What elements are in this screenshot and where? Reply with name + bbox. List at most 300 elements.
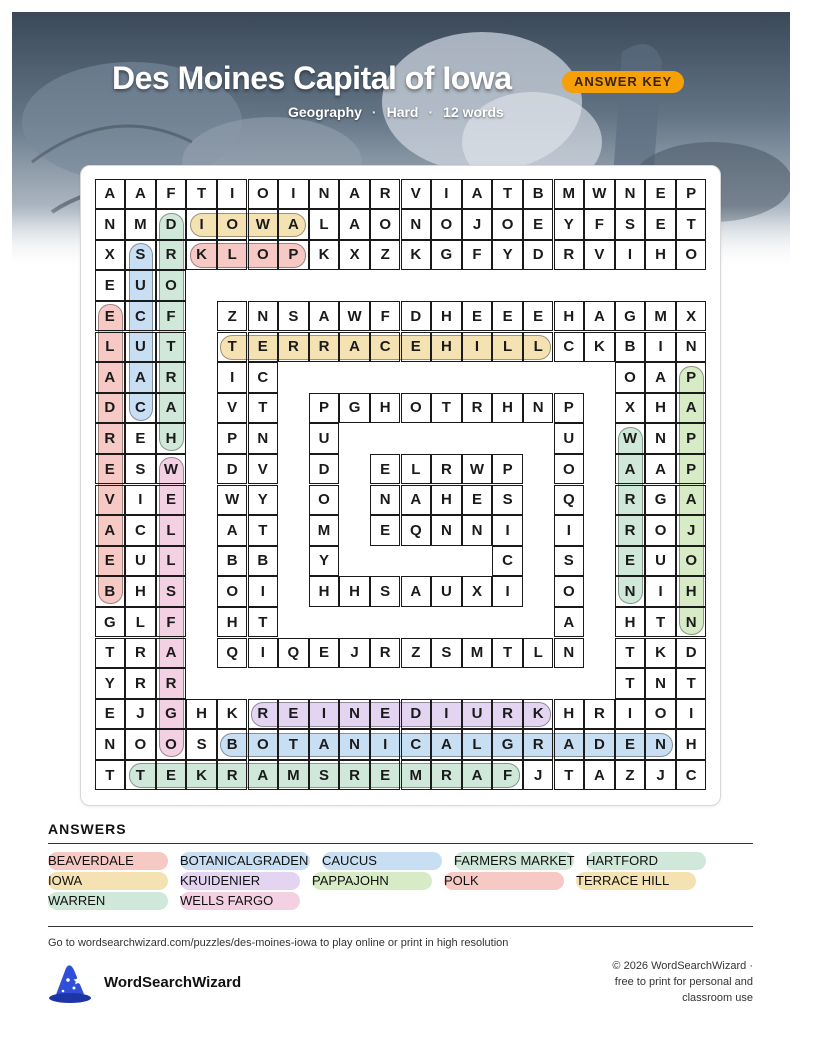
grid-cell[interactable]: X (462, 576, 493, 607)
grid-cell[interactable]: S (370, 576, 401, 607)
grid-cell[interactable]: I (125, 485, 156, 516)
grid-cell[interactable]: I (615, 699, 646, 730)
grid-cell[interactable]: A (125, 179, 156, 210)
grid-cell[interactable]: G (492, 729, 523, 760)
grid-cell[interactable]: G (339, 393, 370, 424)
grid-cell[interactable]: A (95, 362, 126, 393)
grid-cell[interactable]: W (156, 454, 187, 485)
grid-cell[interactable]: E (615, 729, 646, 760)
grid-cell[interactable]: R (156, 240, 187, 271)
grid-cell[interactable]: O (248, 729, 279, 760)
grid-cell[interactable]: Z (401, 638, 432, 669)
grid-cell[interactable]: T (156, 332, 187, 363)
grid-cell[interactable]: J (523, 760, 554, 791)
grid-cell[interactable]: H (217, 607, 248, 638)
grid-cell[interactable]: O (125, 729, 156, 760)
grid-cell[interactable]: J (462, 209, 493, 240)
grid-cell[interactable]: S (431, 638, 462, 669)
grid-cell[interactable]: U (125, 332, 156, 363)
grid-cell[interactable]: I (370, 729, 401, 760)
grid-cell[interactable]: R (584, 699, 615, 730)
grid-cell[interactable]: K (523, 699, 554, 730)
grid-cell[interactable]: N (95, 209, 126, 240)
grid-cell[interactable]: E (492, 301, 523, 332)
grid-cell[interactable]: B (217, 546, 248, 577)
grid-cell[interactable]: T (492, 638, 523, 669)
grid-cell[interactable]: O (492, 209, 523, 240)
grid-cell[interactable]: R (339, 760, 370, 791)
grid-cell[interactable]: B (95, 576, 126, 607)
grid-cell[interactable]: N (615, 576, 646, 607)
grid-cell[interactable]: E (156, 485, 187, 516)
grid-cell[interactable]: Q (401, 515, 432, 546)
grid-cell[interactable]: S (615, 209, 646, 240)
grid-cell[interactable]: T (278, 729, 309, 760)
grid-cell[interactable]: D (309, 454, 340, 485)
grid-cell[interactable]: E (248, 332, 279, 363)
grid-cell[interactable]: H (554, 301, 585, 332)
grid-cell[interactable]: U (431, 576, 462, 607)
grid-cell[interactable]: Y (554, 209, 585, 240)
grid-cell[interactable]: R (370, 179, 401, 210)
grid-cell[interactable]: N (523, 393, 554, 424)
grid-cell[interactable]: W (615, 423, 646, 454)
grid-cell[interactable]: G (645, 485, 676, 516)
grid-cell[interactable]: O (248, 179, 279, 210)
grid-cell[interactable]: O (370, 209, 401, 240)
grid-cell[interactable]: A (95, 515, 126, 546)
grid-cell[interactable]: N (676, 332, 707, 363)
grid-cell[interactable]: M (554, 179, 585, 210)
grid-cell[interactable]: D (156, 209, 187, 240)
grid-cell[interactable]: F (156, 179, 187, 210)
grid-cell[interactable]: E (523, 209, 554, 240)
grid-cell[interactable]: L (217, 240, 248, 271)
grid-cell[interactable]: N (645, 729, 676, 760)
grid-cell[interactable]: V (95, 485, 126, 516)
grid-cell[interactable]: A (615, 454, 646, 485)
grid-cell[interactable]: A (339, 209, 370, 240)
grid-cell[interactable]: V (584, 240, 615, 271)
grid-cell[interactable]: N (645, 668, 676, 699)
grid-cell[interactable]: P (676, 179, 707, 210)
grid-cell[interactable]: G (95, 607, 126, 638)
grid-cell[interactable]: I (309, 699, 340, 730)
grid-cell[interactable]: E (370, 515, 401, 546)
grid-cell[interactable]: K (584, 332, 615, 363)
grid-cell[interactable]: G (156, 699, 187, 730)
grid-cell[interactable]: N (676, 607, 707, 638)
grid-cell[interactable]: I (431, 699, 462, 730)
grid-cell[interactable]: A (401, 576, 432, 607)
grid-cell[interactable]: X (615, 393, 646, 424)
grid-cell[interactable]: T (95, 760, 126, 791)
grid-cell[interactable]: C (676, 760, 707, 791)
grid-cell[interactable]: H (554, 699, 585, 730)
grid-cell[interactable]: O (676, 546, 707, 577)
grid-cell[interactable]: T (248, 393, 279, 424)
grid-cell[interactable]: K (186, 760, 217, 791)
grid-cell[interactable]: L (309, 209, 340, 240)
grid-cell[interactable]: V (401, 179, 432, 210)
grid-cell[interactable]: F (156, 301, 187, 332)
grid-cell[interactable]: J (645, 760, 676, 791)
grid-cell[interactable]: H (431, 485, 462, 516)
grid-cell[interactable]: R (523, 729, 554, 760)
grid-cell[interactable]: Y (309, 546, 340, 577)
grid-cell[interactable]: O (248, 240, 279, 271)
grid-cell[interactable]: E (462, 485, 493, 516)
grid-cell[interactable]: R (554, 240, 585, 271)
grid-cell[interactable]: K (645, 638, 676, 669)
grid-cell[interactable]: O (554, 454, 585, 485)
grid-cell[interactable]: T (431, 393, 462, 424)
grid-cell[interactable]: C (125, 393, 156, 424)
grid-cell[interactable]: A (339, 179, 370, 210)
word-search-grid[interactable] (95, 179, 707, 791)
grid-cell[interactable]: M (278, 760, 309, 791)
grid-cell[interactable]: N (309, 179, 340, 210)
grid-cell[interactable]: A (339, 332, 370, 363)
grid-cell[interactable]: O (401, 393, 432, 424)
grid-cell[interactable]: A (462, 179, 493, 210)
grid-cell[interactable]: T (248, 515, 279, 546)
grid-cell[interactable]: T (217, 332, 248, 363)
grid-cell[interactable]: T (615, 638, 646, 669)
grid-cell[interactable]: N (431, 515, 462, 546)
grid-cell[interactable]: T (125, 760, 156, 791)
grid-cell[interactable]: L (125, 607, 156, 638)
grid-cell[interactable]: D (217, 454, 248, 485)
grid-cell[interactable]: I (645, 332, 676, 363)
grid-cell[interactable]: C (401, 729, 432, 760)
grid-cell[interactable]: U (309, 423, 340, 454)
grid-cell[interactable]: X (339, 240, 370, 271)
grid-cell[interactable]: B (217, 729, 248, 760)
grid-cell[interactable]: R (615, 515, 646, 546)
grid-cell[interactable]: H (645, 393, 676, 424)
grid-cell[interactable]: Y (248, 485, 279, 516)
grid-cell[interactable]: O (554, 576, 585, 607)
grid-cell[interactable]: A (676, 393, 707, 424)
grid-cell[interactable]: A (401, 485, 432, 516)
grid-cell[interactable]: Z (615, 760, 646, 791)
grid-cell[interactable]: U (125, 546, 156, 577)
grid-cell[interactable]: M (645, 301, 676, 332)
grid-cell[interactable]: K (217, 699, 248, 730)
grid-cell[interactable]: S (186, 729, 217, 760)
grid-cell[interactable]: Q (554, 485, 585, 516)
grid-cell[interactable]: A (645, 454, 676, 485)
grid-cell[interactable]: A (278, 209, 309, 240)
grid-cell[interactable]: R (309, 332, 340, 363)
grid-cell[interactable]: R (95, 423, 126, 454)
grid-cell[interactable]: H (309, 576, 340, 607)
grid-cell[interactable]: E (95, 270, 126, 301)
grid-cell[interactable]: E (523, 301, 554, 332)
grid-cell[interactable]: F (584, 209, 615, 240)
grid-cell[interactable]: C (248, 362, 279, 393)
grid-cell[interactable]: R (431, 760, 462, 791)
grid-cell[interactable]: S (309, 760, 340, 791)
grid-cell[interactable]: E (645, 209, 676, 240)
grid-cell[interactable]: Y (492, 240, 523, 271)
grid-cell[interactable]: S (156, 576, 187, 607)
grid-cell[interactable]: G (431, 240, 462, 271)
grid-cell[interactable]: Z (217, 301, 248, 332)
grid-cell[interactable]: O (615, 362, 646, 393)
grid-cell[interactable]: B (523, 179, 554, 210)
grid-cell[interactable]: E (309, 638, 340, 669)
grid-cell[interactable]: F (370, 301, 401, 332)
grid-cell[interactable]: O (645, 699, 676, 730)
grid-cell[interactable]: T (554, 760, 585, 791)
grid-cell[interactable]: A (584, 301, 615, 332)
grid-cell[interactable]: Q (217, 638, 248, 669)
grid-cell[interactable]: H (676, 729, 707, 760)
grid-cell[interactable]: A (217, 515, 248, 546)
grid-cell[interactable]: B (248, 546, 279, 577)
grid-cell[interactable]: L (401, 454, 432, 485)
grid-cell[interactable]: H (492, 393, 523, 424)
grid-cell[interactable]: I (645, 576, 676, 607)
grid-cell[interactable]: A (156, 393, 187, 424)
grid-cell[interactable]: A (248, 760, 279, 791)
grid-cell[interactable]: C (125, 515, 156, 546)
grid-cell[interactable]: N (339, 729, 370, 760)
grid-cell[interactable]: W (339, 301, 370, 332)
grid-cell[interactable]: U (645, 546, 676, 577)
grid-cell[interactable]: T (492, 179, 523, 210)
grid-cell[interactable]: O (431, 209, 462, 240)
grid-cell[interactable]: D (401, 301, 432, 332)
grid-cell[interactable]: L (523, 638, 554, 669)
grid-cell[interactable]: H (339, 576, 370, 607)
grid-cell[interactable]: O (156, 729, 187, 760)
grid-cell[interactable]: H (186, 699, 217, 730)
grid-cell[interactable]: W (462, 454, 493, 485)
grid-cell[interactable]: Q (278, 638, 309, 669)
grid-cell[interactable]: L (156, 515, 187, 546)
grid-cell[interactable]: P (217, 423, 248, 454)
grid-cell[interactable]: C (492, 546, 523, 577)
grid-cell[interactable]: T (676, 209, 707, 240)
grid-cell[interactable]: I (278, 179, 309, 210)
grid-cell[interactable]: E (278, 699, 309, 730)
grid-cell[interactable]: O (217, 209, 248, 240)
grid-cell[interactable]: M (309, 515, 340, 546)
grid-cell[interactable]: T (248, 607, 279, 638)
grid-cell[interactable]: N (401, 209, 432, 240)
grid-cell[interactable]: R (278, 332, 309, 363)
grid-cell[interactable]: R (217, 760, 248, 791)
grid-cell[interactable]: A (462, 760, 493, 791)
grid-cell[interactable]: R (431, 454, 462, 485)
grid-cell[interactable]: S (278, 301, 309, 332)
grid-cell[interactable]: I (615, 240, 646, 271)
grid-cell[interactable]: R (125, 668, 156, 699)
grid-cell[interactable]: A (309, 301, 340, 332)
grid-cell[interactable]: E (401, 332, 432, 363)
grid-cell[interactable]: B (615, 332, 646, 363)
grid-cell[interactable]: I (248, 576, 279, 607)
grid-cell[interactable]: J (676, 515, 707, 546)
grid-cell[interactable]: I (431, 179, 462, 210)
grid-cell[interactable]: J (339, 638, 370, 669)
grid-cell[interactable]: C (554, 332, 585, 363)
grid-cell[interactable]: Z (370, 240, 401, 271)
grid-cell[interactable]: E (645, 179, 676, 210)
grid-cell[interactable]: D (523, 240, 554, 271)
grid-cell[interactable]: O (156, 270, 187, 301)
grid-cell[interactable]: I (676, 699, 707, 730)
grid-cell[interactable]: N (462, 515, 493, 546)
grid-cell[interactable]: I (492, 515, 523, 546)
grid-cell[interactable]: E (156, 760, 187, 791)
grid-cell[interactable]: H (645, 240, 676, 271)
grid-cell[interactable]: O (309, 485, 340, 516)
grid-cell[interactable]: E (615, 546, 646, 577)
grid-cell[interactable]: C (125, 301, 156, 332)
grid-cell[interactable]: P (309, 393, 340, 424)
grid-cell[interactable]: X (676, 301, 707, 332)
grid-cell[interactable]: T (186, 179, 217, 210)
grid-cell[interactable]: F (462, 240, 493, 271)
grid-cell[interactable]: T (676, 668, 707, 699)
grid-cell[interactable]: T (95, 638, 126, 669)
grid-cell[interactable]: L (462, 729, 493, 760)
grid-cell[interactable]: R (156, 362, 187, 393)
grid-cell[interactable]: A (156, 638, 187, 669)
grid-cell[interactable]: J (125, 699, 156, 730)
grid-cell[interactable]: N (95, 729, 126, 760)
grid-cell[interactable]: O (676, 240, 707, 271)
grid-cell[interactable]: H (615, 607, 646, 638)
grid-cell[interactable]: E (95, 454, 126, 485)
grid-cell[interactable]: L (492, 332, 523, 363)
grid-cell[interactable]: N (248, 423, 279, 454)
grid-cell[interactable]: O (645, 515, 676, 546)
grid-cell[interactable]: R (370, 638, 401, 669)
grid-cell[interactable]: R (462, 393, 493, 424)
grid-cell[interactable]: U (554, 423, 585, 454)
grid-cell[interactable]: S (125, 454, 156, 485)
grid-cell[interactable]: H (125, 576, 156, 607)
grid-cell[interactable]: E (370, 454, 401, 485)
grid-cell[interactable]: R (156, 668, 187, 699)
grid-cell[interactable]: H (370, 393, 401, 424)
grid-cell[interactable]: P (278, 240, 309, 271)
grid-cell[interactable]: U (125, 270, 156, 301)
grid-cell[interactable]: R (248, 699, 279, 730)
grid-cell[interactable]: D (401, 699, 432, 730)
grid-cell[interactable]: C (370, 332, 401, 363)
grid-cell[interactable]: I (554, 515, 585, 546)
grid-cell[interactable]: T (645, 607, 676, 638)
grid-cell[interactable]: P (554, 393, 585, 424)
grid-cell[interactable]: L (523, 332, 554, 363)
grid-cell[interactable]: E (95, 699, 126, 730)
grid-cell[interactable]: O (217, 576, 248, 607)
grid-cell[interactable]: H (156, 423, 187, 454)
grid-cell[interactable]: E (95, 546, 126, 577)
grid-cell[interactable]: I (186, 209, 217, 240)
grid-cell[interactable]: N (248, 301, 279, 332)
grid-cell[interactable]: U (462, 699, 493, 730)
grid-cell[interactable]: N (554, 638, 585, 669)
grid-cell[interactable]: P (676, 362, 707, 393)
grid-cell[interactable]: K (186, 240, 217, 271)
grid-cell[interactable]: V (217, 393, 248, 424)
grid-cell[interactable]: R (125, 638, 156, 669)
grid-cell[interactable]: A (554, 607, 585, 638)
grid-cell[interactable]: E (95, 301, 126, 332)
grid-cell[interactable]: F (492, 760, 523, 791)
grid-cell[interactable]: S (125, 240, 156, 271)
grid-cell[interactable]: A (431, 729, 462, 760)
grid-cell[interactable]: H (431, 332, 462, 363)
grid-cell[interactable]: A (95, 179, 126, 210)
grid-cell[interactable]: V (248, 454, 279, 485)
grid-cell[interactable]: I (248, 638, 279, 669)
grid-cell[interactable]: A (125, 362, 156, 393)
grid-cell[interactable]: A (554, 729, 585, 760)
grid-cell[interactable]: R (492, 699, 523, 730)
grid-cell[interactable]: T (615, 668, 646, 699)
grid-cell[interactable]: G (615, 301, 646, 332)
grid-cell[interactable]: S (554, 546, 585, 577)
grid-cell[interactable]: W (248, 209, 279, 240)
grid-cell[interactable]: H (676, 576, 707, 607)
grid-cell[interactable]: E (462, 301, 493, 332)
grid-cell[interactable]: I (217, 362, 248, 393)
grid-cell[interactable]: P (676, 423, 707, 454)
grid-cell[interactable]: X (95, 240, 126, 271)
grid-cell[interactable]: Y (95, 668, 126, 699)
grid-cell[interactable]: A (309, 729, 340, 760)
grid-cell[interactable]: E (125, 423, 156, 454)
grid-cell[interactable]: E (370, 760, 401, 791)
grid-cell[interactable]: I (492, 576, 523, 607)
grid-cell[interactable]: P (492, 454, 523, 485)
grid-cell[interactable]: K (401, 240, 432, 271)
grid-cell[interactable]: L (95, 332, 126, 363)
grid-cell[interactable]: N (339, 699, 370, 730)
footer-link[interactable]: Go to wordsearchwizard.com/puzzles/des-moines-iowa to play online or print in high resolution (48, 937, 509, 949)
grid-cell[interactable]: D (95, 393, 126, 424)
grid-cell[interactable]: W (217, 485, 248, 516)
grid-cell[interactable]: R (615, 485, 646, 516)
grid-cell[interactable]: W (584, 179, 615, 210)
grid-cell[interactable]: I (217, 179, 248, 210)
grid-cell[interactable]: D (676, 638, 707, 669)
grid-cell[interactable]: D (584, 729, 615, 760)
grid-cell[interactable]: S (492, 485, 523, 516)
grid-cell[interactable]: A (676, 485, 707, 516)
grid-cell[interactable]: F (156, 607, 187, 638)
grid-cell[interactable]: A (584, 760, 615, 791)
grid-cell[interactable]: H (431, 301, 462, 332)
grid-cell[interactable]: M (462, 638, 493, 669)
grid-cell[interactable]: I (462, 332, 493, 363)
grid-cell[interactable]: K (309, 240, 340, 271)
grid-cell[interactable]: A (645, 362, 676, 393)
grid-cell[interactable]: N (615, 179, 646, 210)
grid-cell[interactable]: N (370, 485, 401, 516)
grid-cell[interactable]: E (370, 699, 401, 730)
grid-cell[interactable]: P (676, 454, 707, 485)
grid-cell[interactable]: N (645, 423, 676, 454)
